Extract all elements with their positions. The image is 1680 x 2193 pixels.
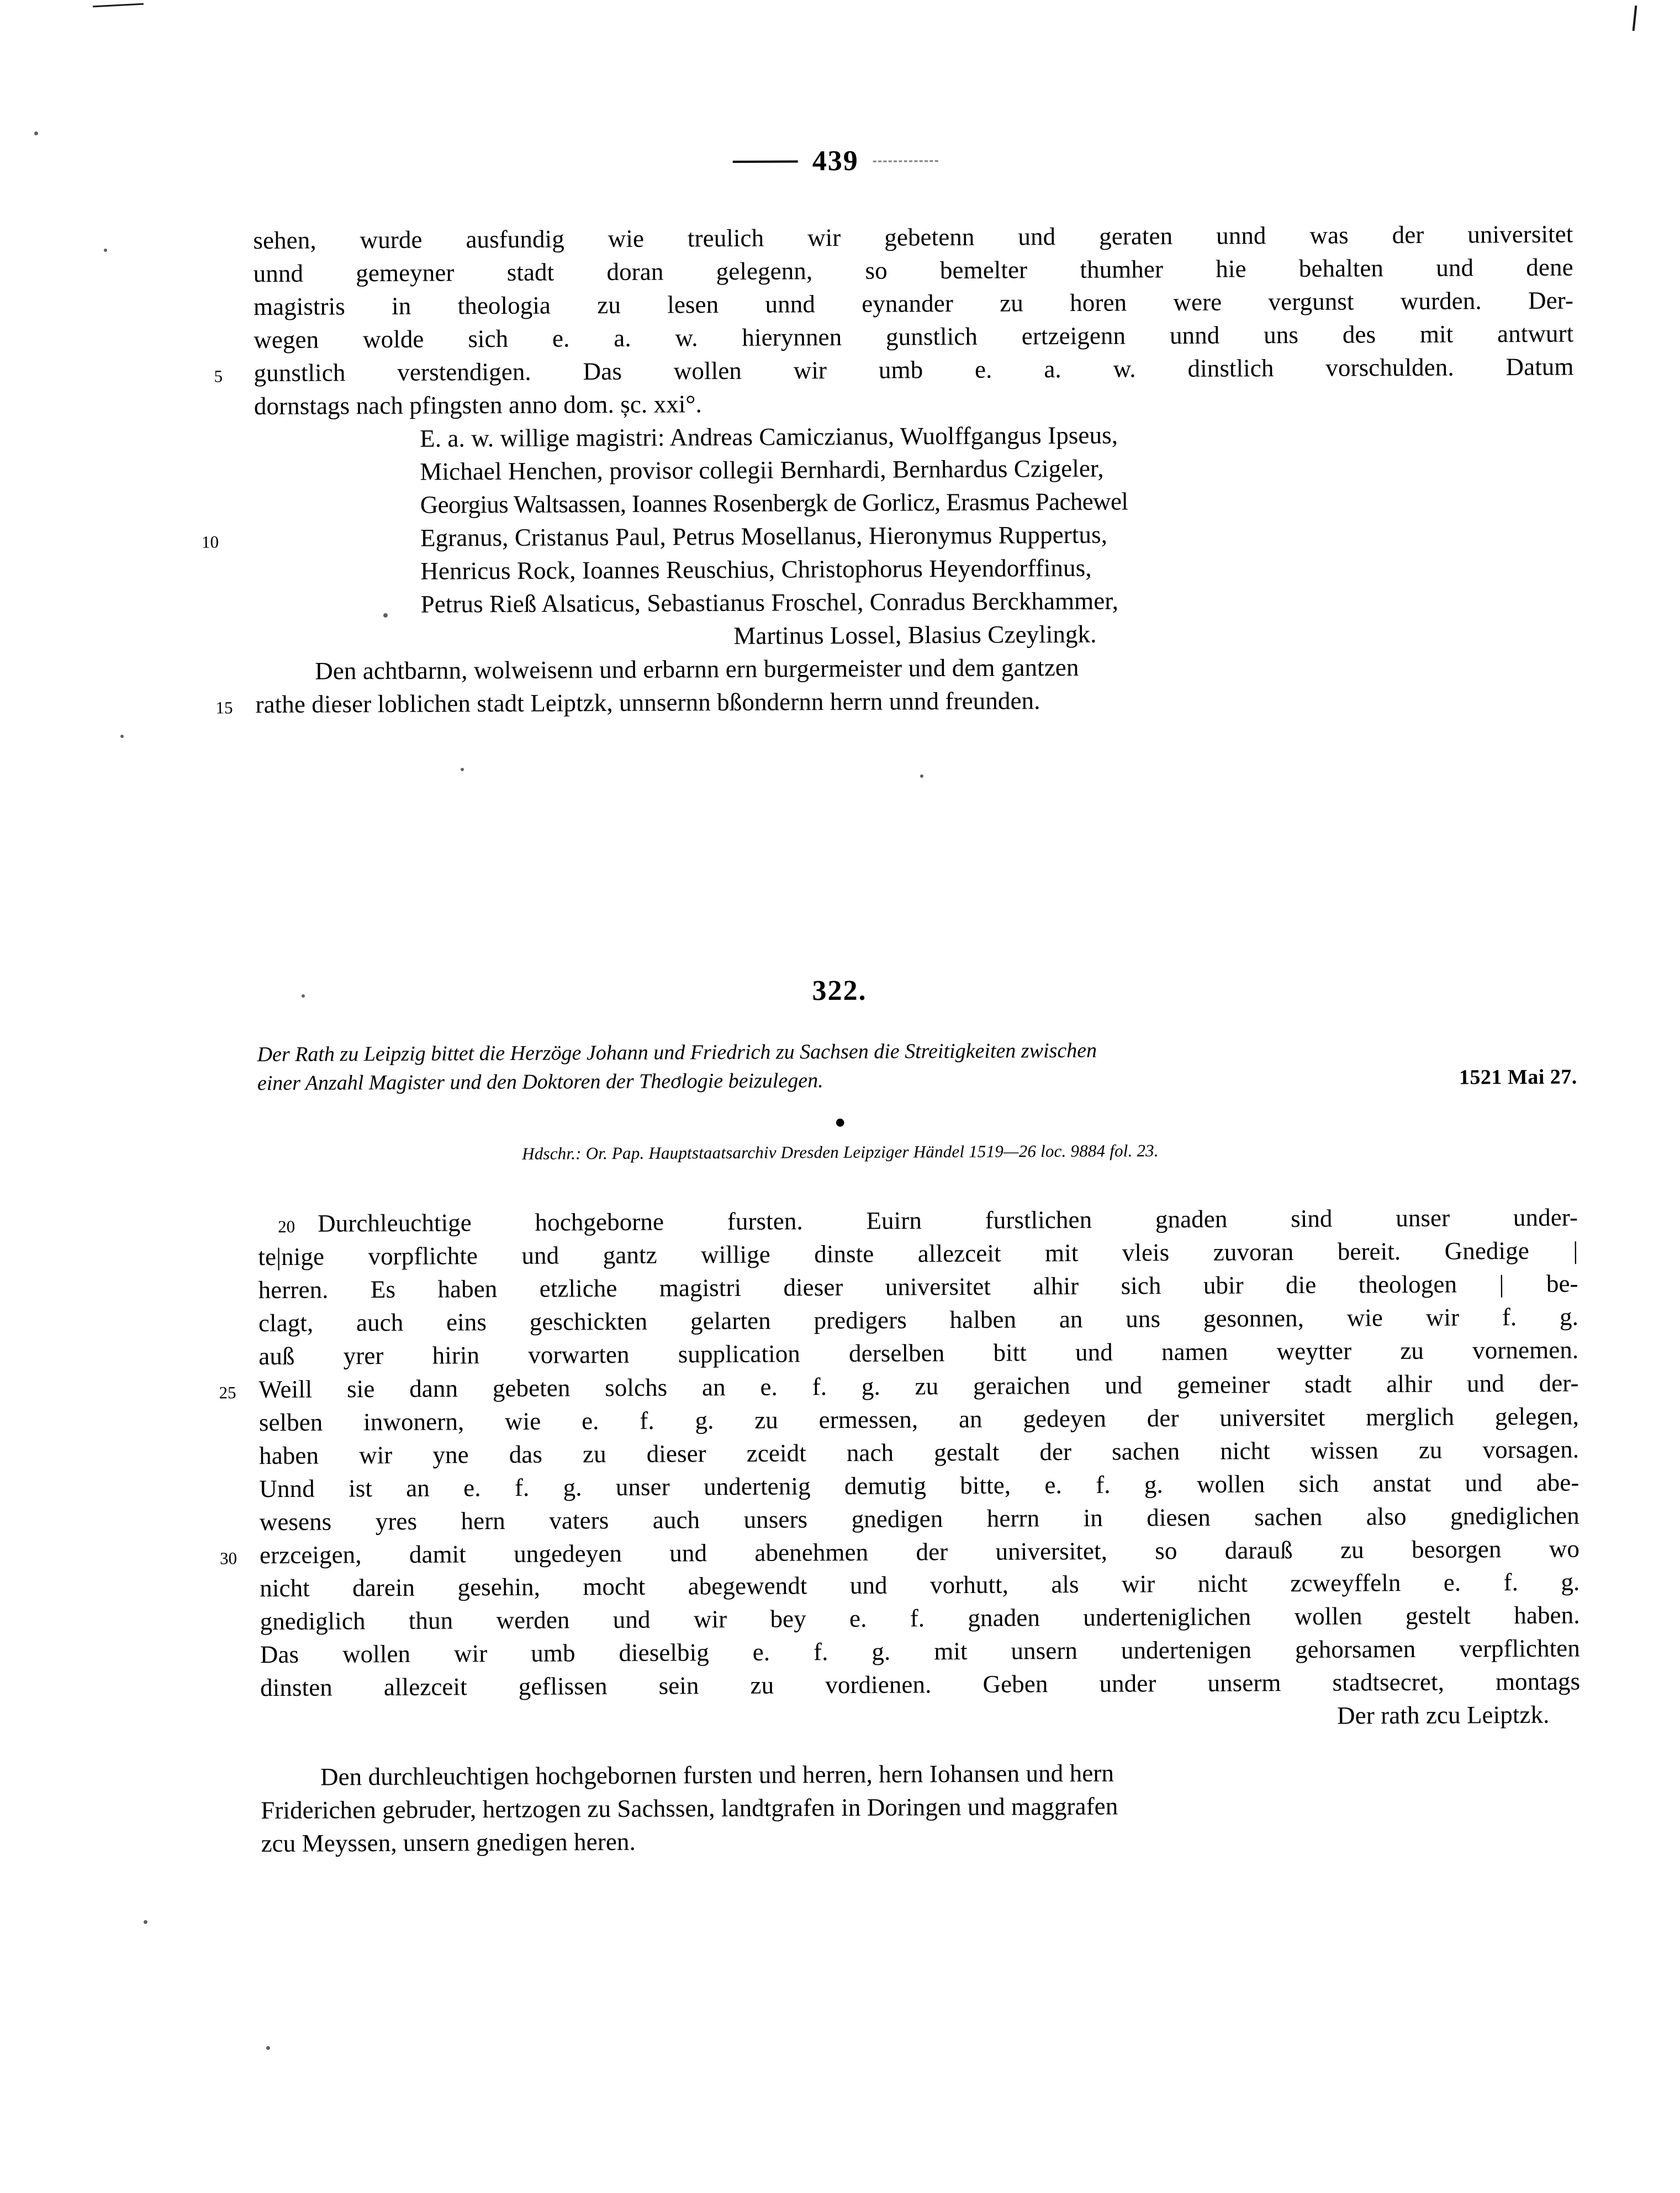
line-text: Durchleuchtige hochgeborne fursten. Euirn furstlichen gnaden sind unser under-	[318, 1203, 1578, 1237]
regest-line: einer Anzahl Magister und den Doktoren der Theologie beizulegen.	[257, 1069, 823, 1095]
line-text: Martinus Lossel, Blasius Czeylingk.	[733, 620, 1097, 650]
line-text: Weill sie dann gebeten solchs an e. f. g. zu geraichen und gemeiner stadt alhir und der-	[258, 1369, 1579, 1404]
line-text: Friderichen gebruder, hertzogen zu Sachssen, landtgrafen in Doringen und maggrafen	[261, 1792, 1118, 1825]
line-number: 15	[215, 698, 233, 718]
page-header	[0, 141, 1676, 182]
line-text: zcu Meyssen, unsern gnedigen heren.	[261, 1827, 636, 1858]
line-text: Das wollen wir umb dieselbig e. f. g. mit unsern undertenigen gehorsamen verpflichten	[260, 1634, 1581, 1669]
line-text: Henricus Rock, Ioannes Reuschius, Christophorus Heyendorffinus,	[420, 553, 1092, 585]
line-number: 20	[278, 1216, 295, 1236]
line-text: rathe dieser loblichen stadt Leiptzk, unnsernn bßondernn herrn unnd freunden.	[255, 687, 1040, 719]
ornament-dot: ●	[834, 1111, 846, 1133]
line-text: dinsten allezceit geflissen sein zu vordienen. Geben under unserm stadtsecret, montags	[260, 1667, 1581, 1702]
document-number-heading: 322.	[812, 974, 867, 1007]
line-text: gnediglich thun werden und wir bey e. f. gnaden underteniglichen wollen gestelt haben.	[260, 1601, 1580, 1636]
line-text: haben wir yne das zu dieser zceidt nach gestalt der sachen nicht wissen zu vorsagen.	[259, 1435, 1579, 1470]
regest-line: Der Rath zu Leipzig bittet die Herzöge Johann und Friedrich zu Sachsen die Streitigkeiten zwischen	[257, 1038, 1097, 1067]
document-date: 1521 Mai 27.	[1459, 1065, 1577, 1089]
line-number: 5	[214, 366, 223, 386]
line-text: Der rath zcu Leiptzk.	[1336, 1700, 1550, 1730]
line-text: herren. Es haben etzliche magistri dieser universitet alhir sich ubir die theologen | be-	[258, 1269, 1578, 1304]
line-text: auß yrer hirin vorwarten supplication derselben bitt und namen weytter zu vornemen.	[258, 1336, 1579, 1370]
line-text: te|nige vorpflichte und gantz willige dinste allezceit mit vleis zuvoran bereit. Gnedige |	[258, 1236, 1578, 1271]
header-rule-right	[873, 160, 938, 162]
line-text: Georgius Waltsassen, Ioannes Rosenbergk de Gorlicz, Erasmus Pachewel	[420, 487, 1128, 519]
folio-number: 439	[812, 145, 859, 177]
header-rule-left	[733, 160, 798, 163]
regest-line-with-date	[257, 1062, 1577, 1098]
line-text: Egranus, Cristanus Paul, Petrus Mosellanus, Hieronymus Ruppertus,	[420, 520, 1108, 552]
line-text: Michael Henchen, provisor collegii Bernhardi, Bernhardus Czigeler,	[420, 454, 1104, 486]
line-text: wesens yres hern vaters auch unsers gnedigen herrn in diesen sachen also gnediglichen	[259, 1501, 1579, 1536]
line-text: wegen wolde sich e. a. w. hierynnen gunstlich ertzeigenn unnd uns des mit antwurt	[253, 319, 1574, 354]
line-text: nicht darein gesehin, mocht abegewendt und vorhutt, als wir nicht zcweyffeln e. f. g.	[260, 1568, 1580, 1602]
line-text: magistris in theologia zu lesen unnd eynander zu horen were vergunst wurden. Der-	[253, 286, 1574, 321]
document-322-body	[219, 1200, 1581, 1860]
line-number: 30	[220, 1548, 237, 1568]
source-note: Hdschr.: Or. Pap. Hauptstaatsarchiv Dresden Leipziger Händel 1519—26 loc. 9884 fol. 23.	[522, 1141, 1159, 1163]
line-text: dornstags nach pfingsten anno dom. șc. xxi°.	[253, 390, 702, 420]
address-line	[261, 1820, 1581, 1860]
line-text: E. a. w. willige magistri: Andreas Camiczianus, Wuolffgangus Ipseus,	[420, 421, 1118, 452]
line-text: selben inwonern, wie e. f. g. zu ermessen, an gedeyen der universitet merglich gelegen,	[258, 1402, 1579, 1437]
line-number: 25	[219, 1383, 236, 1403]
line-text: unnd gemeyner stadt doran gelegenn, so bemelter thumher hie behalten und dene	[253, 253, 1573, 288]
line-text: erzceigen, damit ungedeyen und abenehmen der universitet, so darauß zu besorgen wo	[259, 1535, 1580, 1569]
document-321-body	[202, 217, 1575, 721]
line-text: Den durchleuchtigen hochgebornen fursten und herren, hern Iohansen und hern	[320, 1759, 1114, 1791]
line-text: Den achtbarnn, wolweisenn und erbarnn ern burgermeister und dem gantzen	[315, 653, 1079, 685]
line-text: sehen, wurde ausfundig wie treulich wir gebetenn und geraten unnd was der universitet	[253, 220, 1573, 255]
line-number: 10	[202, 532, 219, 552]
line-text: clagt, auch eins geschickten gelarten predigers halben an uns gesonnen, wie wir f. g.	[258, 1303, 1579, 1337]
line-text: Unnd ist an e. f. g. unser undertenig demutig bitte, e. f. g. wollen sich anstat und abe-	[259, 1468, 1579, 1503]
signature-line	[260, 1698, 1580, 1737]
line-text: gunstlich verstendigen. Das wollen wir umb e. a. w. dinstlich vorschulden. Datum	[253, 352, 1574, 387]
address-line	[215, 681, 1575, 721]
document-regest	[257, 1034, 1577, 1098]
line-text: Petrus Rieß Alsaticus, Sebastianus Froschel, Conradus Berckhammer,	[420, 587, 1119, 618]
